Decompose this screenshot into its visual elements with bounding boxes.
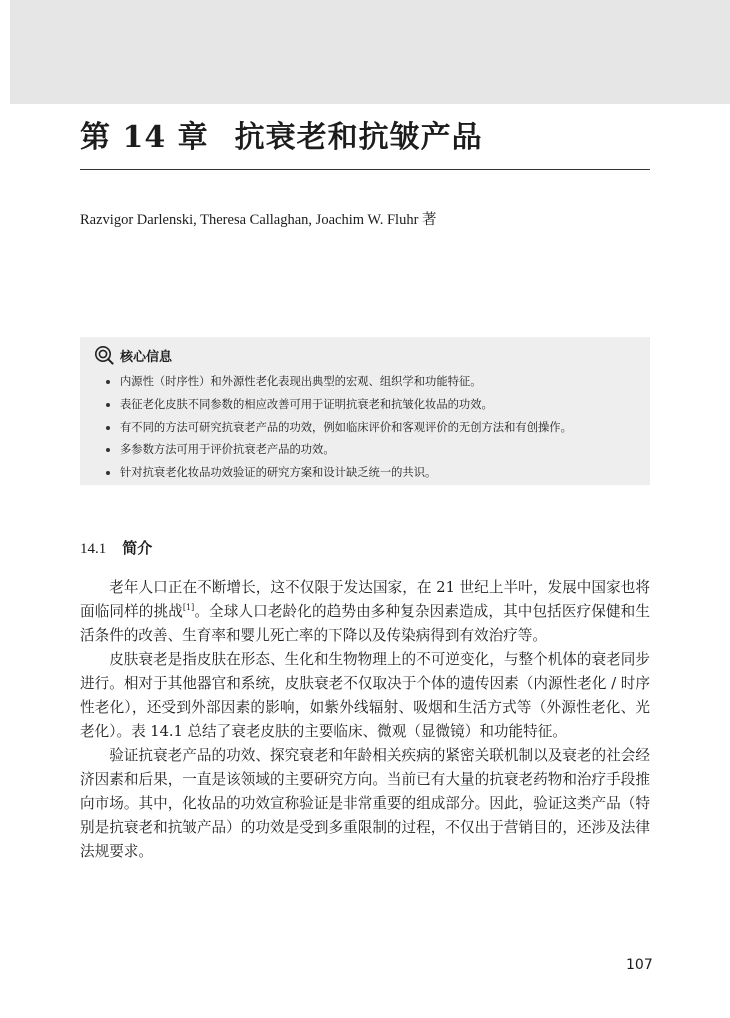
key-message-item: 多参数方法可用于评价抗衰老产品的功效。 [104, 439, 644, 462]
magnifier-icon [94, 345, 114, 365]
paragraph-3: 验证抗衰老产品的功效、探究衰老和年龄相关疾病的紧密关联机制以及衰老的社会经济因素和后果，一直是该领域的主要研究方向。当前已有大量的抗衰老药物和治疗手段推向市场。其中，化妆品的功效宣称验证是非常重要的组成部分。因此，验证这类产品（特别是抗衰老和抗皱产品）的功效是受到多重限制的过程，不仅出于营销目的，还涉及法律法规要求。 [80, 747, 650, 860]
key-messages-title: 核心信息 [120, 349, 173, 365]
title-divider [80, 169, 650, 170]
key-message-item: 针对抗衰老化妆品功效验证的研究方案和设计缺乏统一的共识。 [104, 462, 644, 485]
paragraph-1-text-cont: 。全球人口老龄化的趋势由多种复杂因素造成，其中包括医疗保健和生活条件的改善、生育率和婴儿死亡率的下降以及传染病得到有效治疗等。 [80, 603, 650, 644]
key-message-item: 有不同的方法可研究抗衰老产品的功效，例如临床评价和客观评价的无创方法和有创操作。 [104, 417, 644, 440]
citation-marker[interactable]: [1] [182, 603, 195, 613]
key-messages-header [94, 345, 172, 365]
chapter-title-text: 抗衰老和抗皱产品 [234, 120, 483, 155]
key-messages-box [80, 337, 650, 485]
key-message-item: 表征老化皮肤不同参数的相应改善可用于证明抗衰老和抗皱化妆品的功效。 [104, 394, 644, 417]
body-text [80, 576, 650, 864]
page-number: 107 [626, 957, 653, 973]
chapter-title [80, 116, 650, 160]
paragraph-1-text: 老年人口正在不断增长，这不仅限于发达国家，在 21 世纪上半叶，发展中国家也将面临同样的挑战 [80, 579, 650, 620]
paragraph-1 [80, 576, 650, 648]
key-message-item: 内源性（时序性）和外源性老化表现出典型的宏观、组织学和功能特征。 [104, 371, 644, 394]
section-heading [80, 537, 152, 560]
authors-line: Razvigor Darlenski, Theresa Callaghan, Joachim W. Fluhr 著 [80, 212, 437, 228]
header-band [10, 0, 730, 104]
section-title: 简介 [122, 539, 153, 557]
chapter-number: 第 14 章 [80, 120, 209, 155]
paragraph-2: 皮肤衰老是指皮肤在形态、生化和生物物理上的不可逆变化，与整个机体的衰老同步进行。相对于其他器官和系统，皮肤衰老不仅取决于个体的遗传因素（内源性老化 / 时序性老化），还受到外部因素的影响，如紫外线辐射、吸烟和生活方式等（外源性老化、光老化）。表 14.1 总结了衰老皮肤的主要临床、微观（显微镜）和功能特征。 [80, 651, 650, 740]
key-messages-list [104, 371, 644, 485]
section-number: 14.1 [80, 541, 107, 557]
